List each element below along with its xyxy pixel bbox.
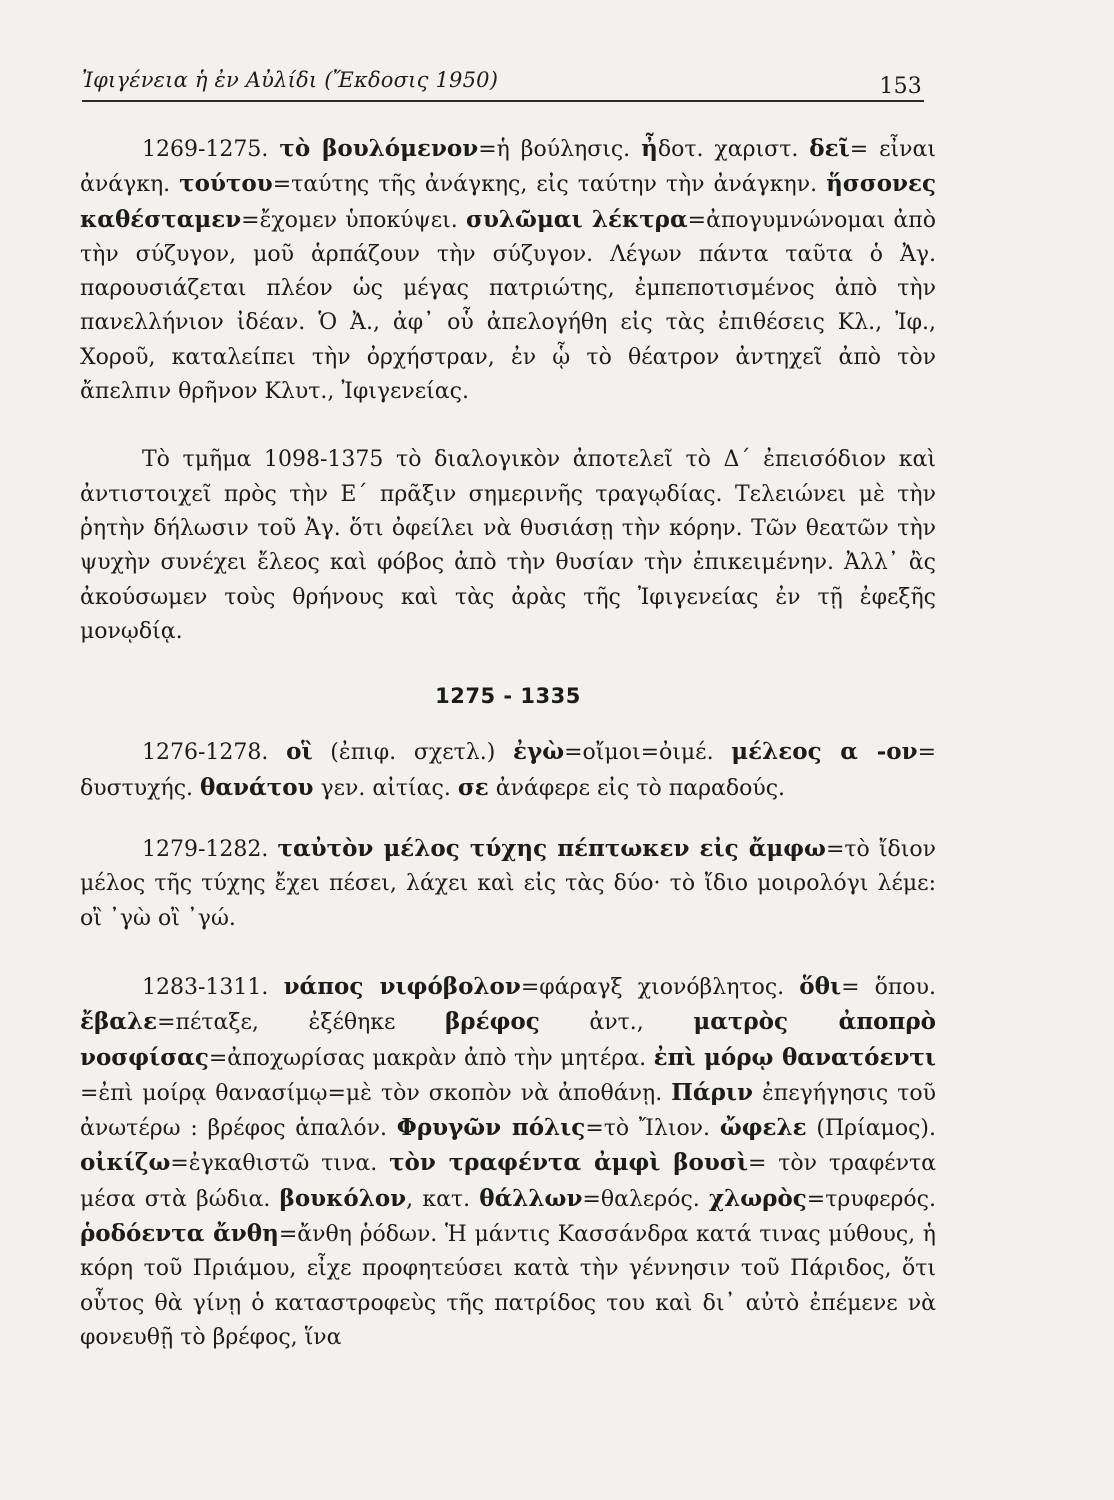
lemma-term: ἐγὼ — [513, 738, 565, 766]
lemma-term: βρέφος — [445, 1008, 540, 1036]
lemma-term: θάλλων — [479, 1184, 583, 1212]
gloss-text: =θαλερός. — [582, 1186, 709, 1212]
commentary-body — [80, 132, 936, 1355]
lemma-term: θανάτου — [200, 773, 314, 801]
gloss-text: 1269-1275. — [142, 137, 280, 162]
gloss-text: (Πρίαμος). — [806, 1116, 937, 1142]
paragraph-1269-1275 — [80, 132, 936, 409]
gloss-text: =ἡ βούλησις. — [478, 137, 642, 162]
gloss-text: =τρυφερός. — [806, 1186, 936, 1212]
gloss-text: =πέταξε, ἐξέθηκε — [157, 1010, 446, 1036]
paragraph-1283-1311 — [80, 970, 936, 1355]
lemma-term: ῥοδόεντα ἄνθη — [80, 1220, 279, 1248]
gloss-text: =ἀπογυμνώνομαι ἀπὸ τὴν σύζυγον, μοῦ ἁρπάζουν τὴν σύζυγον. Λέγων πάντα ταῦτα ὁ Ἀγ. παρουσιάζεται πλέον ὡς μέγας πατριώτης, ἐμπεποτισμένος ἀπὸ τὴν πανελλήνιον ἰδέαν. Ὁ Ἀ., ἀφ᾿ οὗ ἀπελογήθη εἰς τὰς ἐπιθέσεις Κλ., Ἰφ., Χοροῦ, καταλείπει τὴν ὀρχήστραν, ἐν ᾧ τὸ θέατρον ἀντηχεῖ ἀπὸ τὸν ἄπελπιν θρῆνον Κλυτ., Ἰφιγενείας. — [80, 207, 936, 405]
gloss-text: =οἴμοι=ὀιμέ. — [564, 740, 732, 766]
gloss-text: =ἀποχωρίσας μακρὰν ἀπὸ τὴν μητέρα. — [208, 1045, 654, 1071]
gloss-text: (ἐπιφ. σχετλ.) — [312, 740, 514, 766]
lemma-term: ταὐτὸν μέλος τύχης πέπτωκεν εἰς ἄμφω — [277, 835, 826, 863]
gloss-text: 1283-1311. — [142, 974, 284, 1000]
gloss-text: 1276-1278. — [142, 740, 287, 766]
lemma-term: ἦ — [641, 135, 658, 162]
lemma-term: σε — [457, 773, 489, 801]
gloss-text: =ἔχομεν ὑποκύψει. — [241, 207, 466, 233]
lemma-term: βουκόλον — [279, 1184, 407, 1212]
header-rule — [82, 100, 924, 102]
lemma-term: οἰκίζω — [80, 1149, 171, 1177]
lemma-term: νάπος νιφόβολον — [283, 972, 521, 1000]
lemma-term: χλωρὸς — [708, 1184, 807, 1212]
gloss-text: ἀνάφερε εἰς τὸ παραδούς. — [488, 775, 786, 801]
gloss-text: =τὸ ἴδιον μέλος τῆς τύχης ἔχει πέσει, λάχει καὶ εἰς τὰς δύο· τὸ ἴδιο μοιρολόγι λέμε: οἲ ᾽γὼ οἲ ᾽γώ. — [80, 837, 936, 931]
gloss-text: ἀντ., — [539, 1010, 694, 1036]
gloss-text: =φάραγξ χιονόβλητος. — [520, 974, 800, 1000]
gloss-text: ἐπεγήγησις τοῦ ἀνωτέρω : βρέφος ἁπαλόν. — [80, 1080, 937, 1142]
lemma-term: Φρυγῶν πόλις — [396, 1114, 586, 1142]
gloss-text: Τὸ τμῆμα 1098-1375 τὸ διαλογικὸν ἀποτελεῖ τὸ Δ´ ἐπεισόδιον καὶ ἀντιστοιχεῖ πρὸς τὴν Ε´ πρᾶξιν σημερινῆς τραγῳδίας. Τελειώνει μὲ τὴν ῥητὴν δήλωσιν τοῦ Ἀγ. ὅτι ὀφείλει νὰ θυσιάσῃ τὴν κόρην. Τῶν θεατῶν τὴν ψυχὴν συνέχει ἔλεος καὶ φόβος ἀπὸ τὴν θυσίαν τὴν ἐπικειμένην. Ἀλλ᾿ ἂς ἀκούσωμεν τοὺς θρήνους καὶ τὰς ἀρὰς τῆς Ἰφιγενείας ἐν τῇ ἐφεξῆς μονῳδίᾳ. — [80, 447, 936, 644]
running-head — [82, 62, 922, 98]
gloss-text: =τὸ Ἴλιον. — [585, 1116, 720, 1142]
gloss-text: =ἐπὶ μοίρᾳ θανασίμῳ=μὲ τὸν σκοπὸν νὰ ἀποθάνῃ. — [80, 1080, 672, 1106]
running-title: Ἰφιγένεια ἡ ἐν Αὐλίδι (Ἔκδοσις 1950) — [82, 68, 499, 92]
lemma-term: Πάριν — [671, 1078, 753, 1106]
gloss-text: γεν. αἰτίας. — [313, 775, 458, 801]
lemma-term: ἔβαλε — [80, 1008, 158, 1036]
section-heading: 1275 - 1335 — [435, 684, 581, 709]
gloss-text: 1279-1282. — [142, 837, 278, 863]
lemma-term: τὸν τραφέντα ἀμφὶ βουσὶ — [389, 1149, 748, 1177]
lemma-term: ματρὸς ἀποπρὸ νοσφίσας — [80, 1008, 936, 1071]
paragraph-section-summary — [80, 443, 936, 649]
paragraph-1276-1278 — [80, 735, 936, 806]
page-number: 153 — [879, 74, 922, 99]
gloss-text: =ἄνθη ῥόδων. Ἡ μάντις Κασσάνδρα κατά τινας μύθους, ἡ κόρη τοῦ Πριάμου, εἶχε προφητεύσει κατὰ τὴν γέννησιν τοῦ Πάριδος, ὅτι οὗτος θὰ γίνῃ ὁ καταστροφεὺς τῆς πατρίδος του καὶ δι᾿ αὐτὸ ἐπέμενε νὰ φονευθῇ τὸ βρέφος, ἵνα — [80, 1222, 936, 1350]
gloss-text: = εἶναι ἀνάγκη. — [80, 137, 936, 198]
lemma-term: ὅθι — [799, 972, 842, 1000]
lemma-term: ὤφελε — [719, 1114, 807, 1142]
gloss-text: = ὅπου. — [841, 974, 936, 1000]
lemma-term: δεῖ — [809, 135, 850, 162]
gloss-text: , κατ. — [406, 1186, 480, 1212]
paragraph-1279-1282 — [80, 832, 936, 936]
gloss-text: =ἐγκαθιστῶ τινα. — [170, 1151, 390, 1177]
lemma-term: συλῶμαι λέκτρα — [466, 205, 688, 233]
gloss-text: δοτ. χαριστ. — [657, 137, 810, 162]
gloss-text: = δυστυχής. — [80, 740, 936, 801]
lemma-term: οἳ — [286, 738, 313, 766]
gloss-text: = τὸν τραφέντα μέσα στὰ βώδια. — [80, 1151, 937, 1212]
lemma-term: μέλεος α -ον — [731, 738, 918, 766]
lemma-term: ἥσσονες καθέσταμεν — [80, 170, 936, 233]
lemma-term: τούτου — [179, 170, 273, 198]
lemma-term: ἐπὶ μόρῳ θανατόεντι — [653, 1043, 937, 1071]
gloss-text: =ταύτης τῆς ἀνάγκης, εἰς ταύτην τὴν ἀνάγκην. — [272, 172, 827, 198]
lemma-term: τὸ βουλόμενον — [279, 135, 479, 162]
